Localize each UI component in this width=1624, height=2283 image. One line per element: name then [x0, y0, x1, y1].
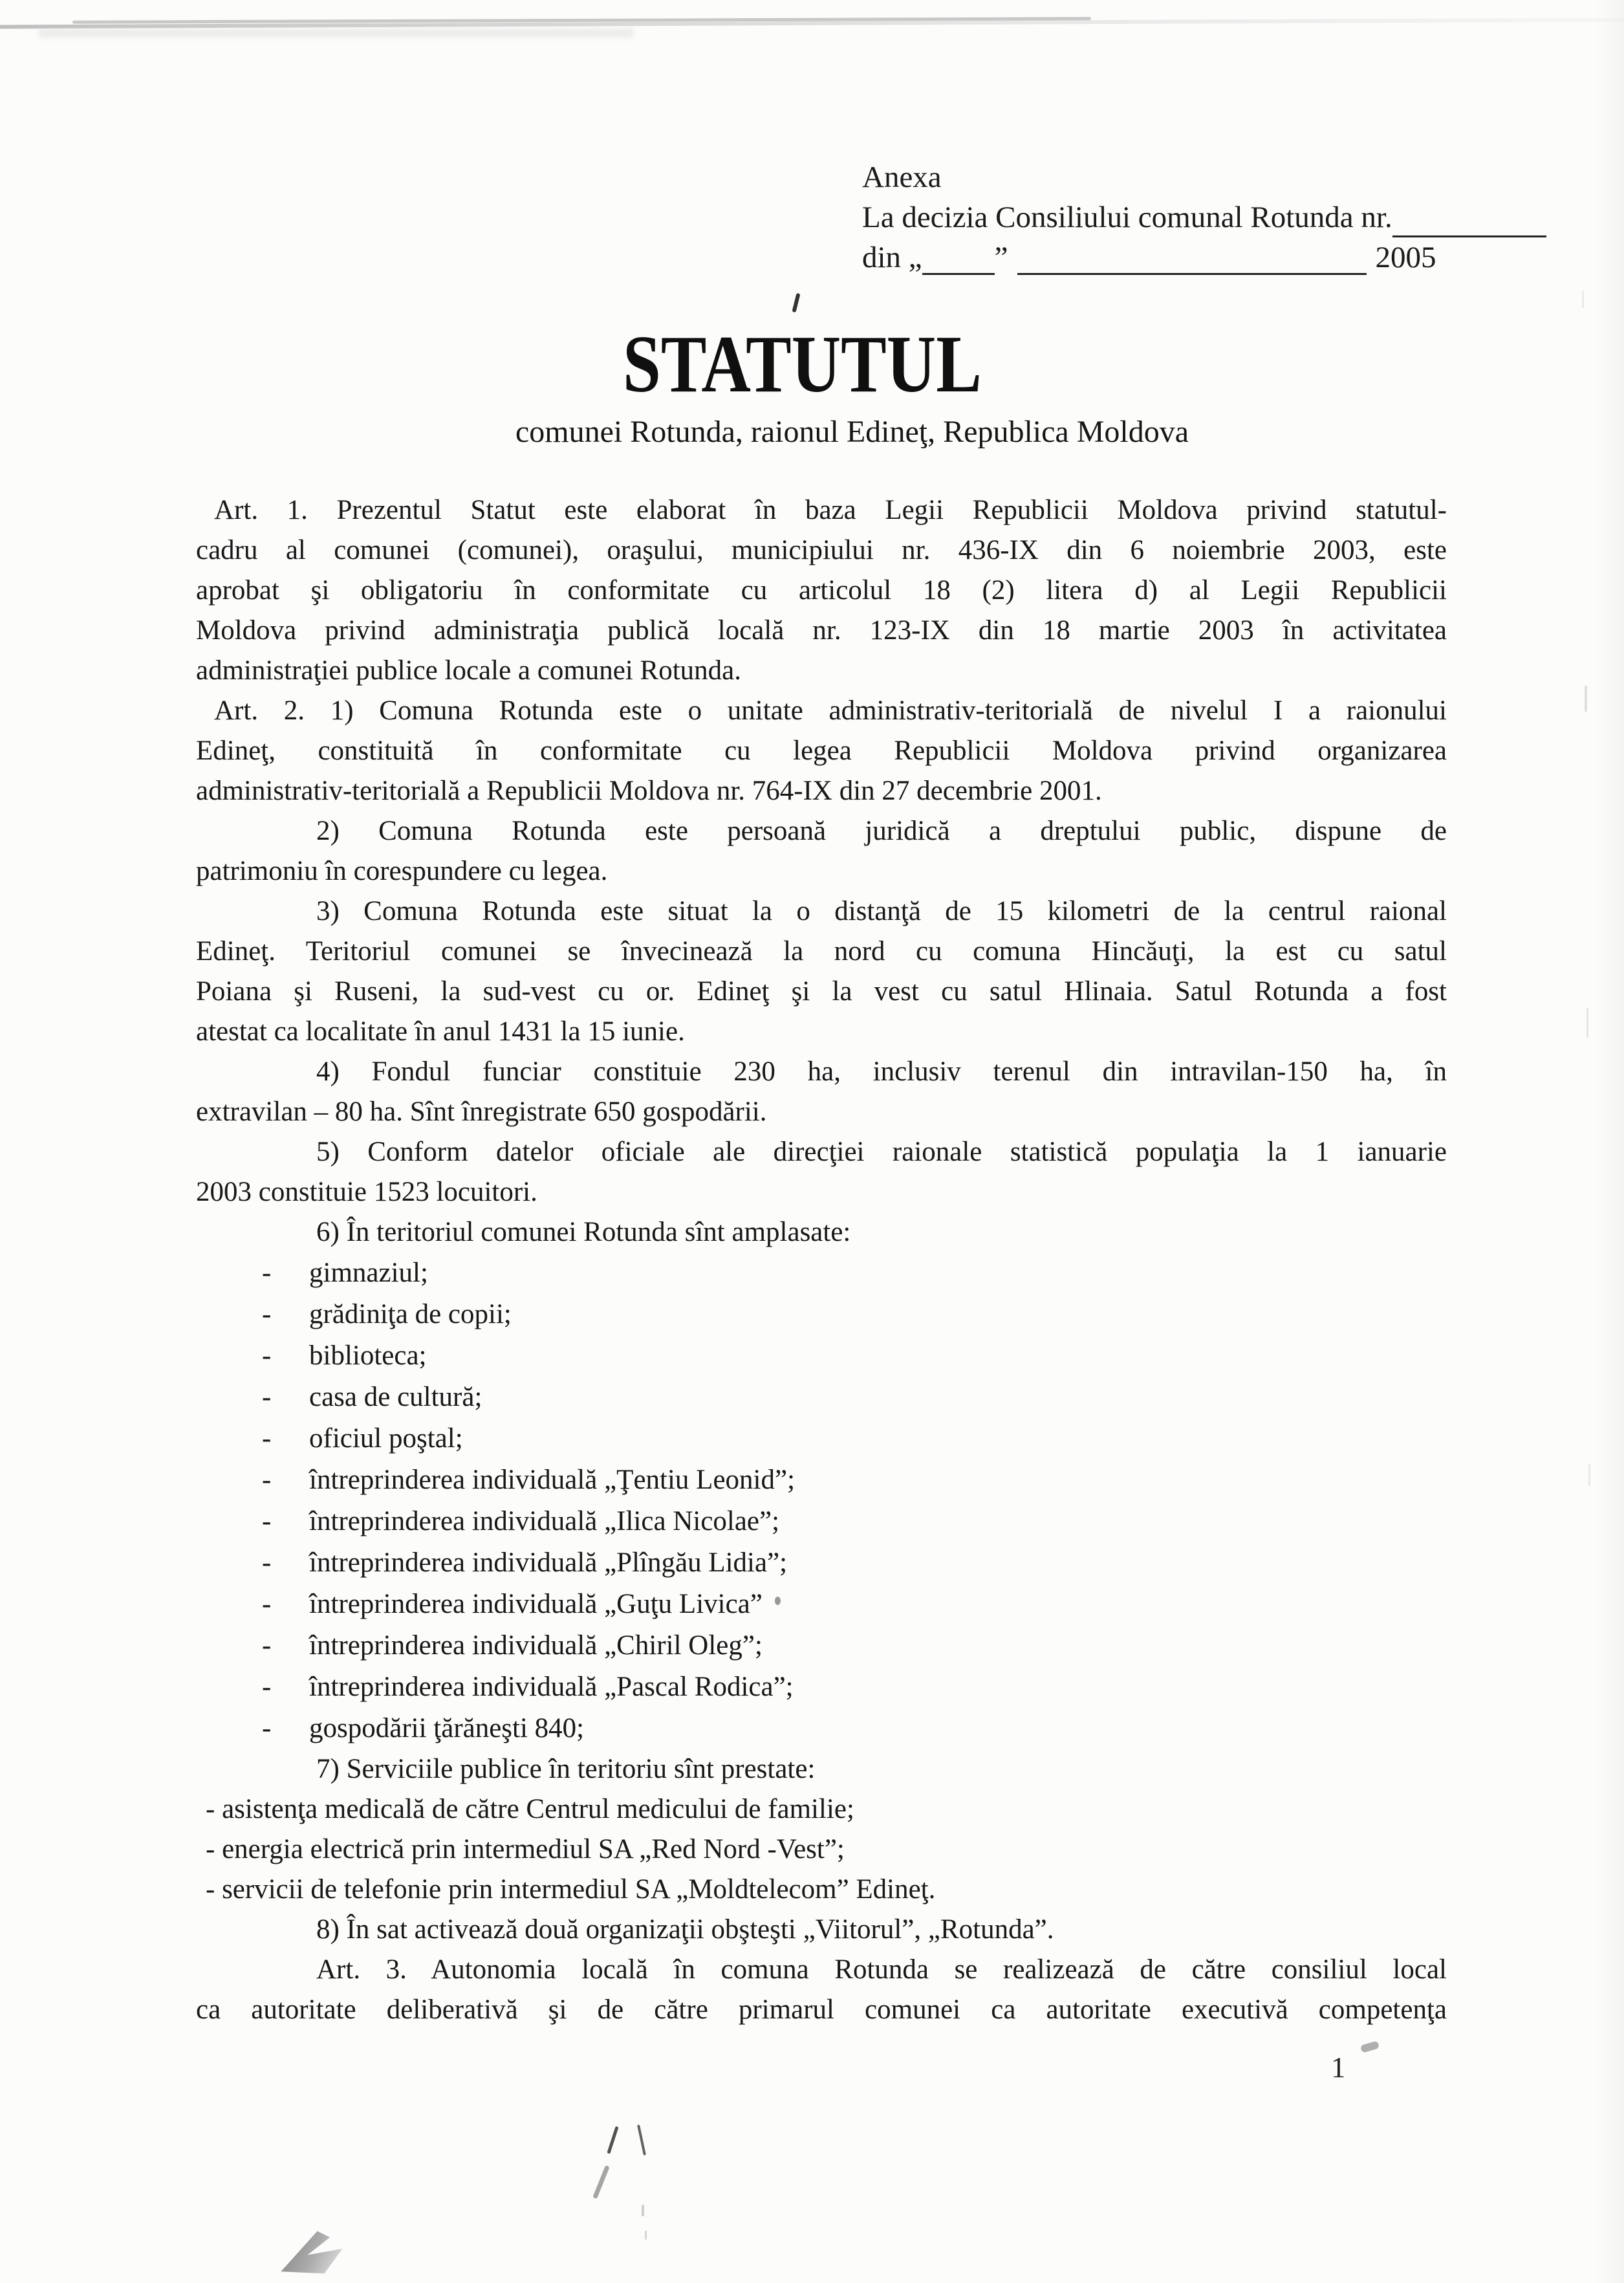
- blank-day: [922, 254, 995, 275]
- scan-artifact-edge-mark: [1586, 1008, 1588, 1038]
- dash-bullet: -: [262, 1672, 272, 1702]
- annex-label: Anexa: [862, 160, 942, 194]
- facility-list-item: - gospodării ţărăneşti 840;: [196, 1708, 1447, 1749]
- art2-p4-line: 4) Fondul funciar constituie 230 ha, inclusiv terenul din intravilan-150 ha, în: [316, 1056, 1447, 1087]
- dash-bullet: -: [262, 1547, 272, 1578]
- art2-p5-line: 2003 constituie 1523 locuitori.: [196, 1177, 537, 1207]
- art2-p3-line: Poiana şi Ruseni, la sud-vest cu or. Edineţ şi la vest cu satul Hlinaia. Satul Rotunda a fost: [196, 976, 1447, 1007]
- scan-artifact-edge-mark: [1582, 291, 1584, 308]
- facility-list-item: - grădiniţa de copii;: [196, 1294, 1447, 1335]
- art2-p3-line: Edineţ. Teritoriul comunei se învecinează la nord cu comuna Hincăuţi, la est cu satul: [196, 936, 1447, 967]
- scan-artifact-pen-stroke: [642, 2205, 644, 2216]
- page-number: 1: [1331, 2051, 1346, 2084]
- facility-list-item: - întreprinderea individuală „Plîngău Lidia”;: [196, 1542, 1447, 1584]
- blank-month: [1017, 254, 1367, 275]
- dash-bullet: -: [262, 1506, 272, 1536]
- art2-p2-line: patrimoniu în corespundere cu legea.: [196, 856, 608, 886]
- art2-p3-line: atestat ca localitate în anul 1431 la 15 iunie.: [196, 1016, 685, 1047]
- art2-p2-line: 2) Comuna Rotunda este persoană juridică a dreptului public, dispune de: [316, 816, 1447, 846]
- facility-list-item: - gimnaziul;: [196, 1252, 1447, 1294]
- dash-bullet: -: [262, 1713, 272, 1743]
- art1-line: cadru al comunei (comunei), oraşului, municipiului nr. 436-IX din 6 noiembrie 2003, este: [196, 535, 1447, 565]
- annex-header: [862, 157, 1546, 278]
- art2-p3-line: 3) Comuna Rotunda este situat la o distanţă de 15 kilometri de la centrul raional: [316, 896, 1447, 926]
- scan-artifact-top-blur: [39, 28, 634, 38]
- dash-bullet: -: [262, 1340, 272, 1371]
- dash-bullet: -: [262, 1630, 272, 1661]
- blank-decision-number: [1392, 216, 1546, 237]
- scan-artifact-stray-mark: [792, 293, 800, 313]
- scan-artifact-pen-stroke: [592, 2165, 610, 2200]
- facility-list-item: - oficiul poştal;: [196, 1418, 1447, 1459]
- service-list-item: - energia electrică prin intermediul SA „Red Nord -Vest”;: [206, 1834, 845, 1864]
- facility-list-item: - întreprinderea individuală „Ilica Nicolae”;: [196, 1501, 1447, 1542]
- annex-decision-line: La decizia Consiliului comunal Rotunda nr.: [862, 197, 1546, 237]
- service-list-item: - asistenţa medicală de către Centrul medicului de familie;: [206, 1794, 854, 1824]
- art1-line: administraţiei publice locale a comunei Rotunda.: [196, 655, 742, 686]
- scan-artifact-pen-stroke: [637, 2125, 646, 2156]
- facility-list-item: - biblioteca;: [196, 1335, 1447, 1377]
- dash-bullet: -: [262, 1258, 272, 1288]
- art1-line: aprobat şi obligatoriu în conformitate cu articolul 18 (2) litera d) al Legii Republicii: [196, 575, 1447, 606]
- scan-artifact-pen-stroke: [645, 2231, 647, 2240]
- scan-artifact-smudge-small: [1360, 2040, 1380, 2053]
- art2-p4-line: extravilan – 80 ha. Sînt înregistrate 650 gospodării.: [196, 1097, 767, 1127]
- art2-p1-line: Art. 2. 1) Comuna Rotunda este o unitate administrativ-teritorială de nivelul I a raionului: [214, 695, 1447, 726]
- document-subtitle: comunei Rotunda, raionul Edineţ, Republica Moldova: [515, 415, 1189, 449]
- facility-list-item: - întreprinderea individuală „Chiril Oleg”;: [196, 1625, 1447, 1666]
- service-list-item: - servicii de telefonie prin intermediul SA „Moldtelecom” Edineţ.: [206, 1874, 936, 1905]
- art3-line: Art. 3. Autonomia locală în comuna Rotunda se realizează de către consiliul local: [316, 1954, 1447, 1985]
- art3-line: ca autoritate deliberativă şi de către primarul comunei ca autoritate executivă competenţa: [196, 1994, 1447, 2025]
- scan-edge-shading: [1595, 0, 1624, 2283]
- scan-artifact-edge-mark: [1585, 686, 1587, 712]
- annex-date-line: din „ ” 2005: [862, 241, 1436, 274]
- dash-bullet: -: [262, 1465, 272, 1495]
- facility-list-item: - casa de cultură;: [196, 1377, 1447, 1418]
- dash-bullet: -: [262, 1423, 272, 1454]
- art2-p6-line: 6) În teritoriul comunei Rotunda sînt amplasate:: [316, 1217, 851, 1247]
- scan-artifact-smudge: [277, 2223, 347, 2275]
- dash-bullet: -: [262, 1299, 272, 1329]
- document-title: STATUTUL: [622, 320, 982, 410]
- dash-bullet: -: [262, 1589, 272, 1619]
- facility-list-item: - întreprinderea individuală „Guţu Livica”: [196, 1584, 1447, 1625]
- art2-p1-line: administrativ-teritorială a Republicii Moldova nr. 764-IX din 27 decembrie 2001.: [196, 776, 1102, 806]
- art1-line: Art. 1. Prezentul Statut este elaborat în baza Legii Republicii Moldova privind statutul-: [214, 495, 1447, 525]
- dash-bullet: -: [262, 1382, 272, 1412]
- art2-p8-line: 8) În sat activează două organizaţii obşteşti „Viitorul”, „Rotunda”.: [316, 1914, 1054, 1945]
- art2-p5-line: 5) Conform datelor oficiale ale direcţiei raionale statistică populaţia la 1 ianuarie: [316, 1137, 1447, 1167]
- facility-list-item: - întreprinderea individuală „Ţentiu Leonid”;: [196, 1459, 1447, 1501]
- document-body: [196, 490, 1447, 2030]
- art2-p7-line: 7) Serviciile publice în teritoriu sînt prestate:: [316, 1754, 816, 1784]
- art2-p1-line: Edineţ, constituită în conformitate cu legea Republicii Moldova privind organizarea: [196, 736, 1447, 766]
- scan-artifact-pen-stroke: [607, 2126, 618, 2154]
- scan-artifact-edge-mark: [1588, 1464, 1590, 1486]
- art1-line: Moldova privind administraţia publică locală nr. 123-IX din 18 martie 2003 în activitatea: [196, 615, 1447, 646]
- annex-year: 2005: [1375, 241, 1436, 274]
- facility-list-item: - întreprinderea individuală „Pascal Rodica”;: [196, 1666, 1447, 1708]
